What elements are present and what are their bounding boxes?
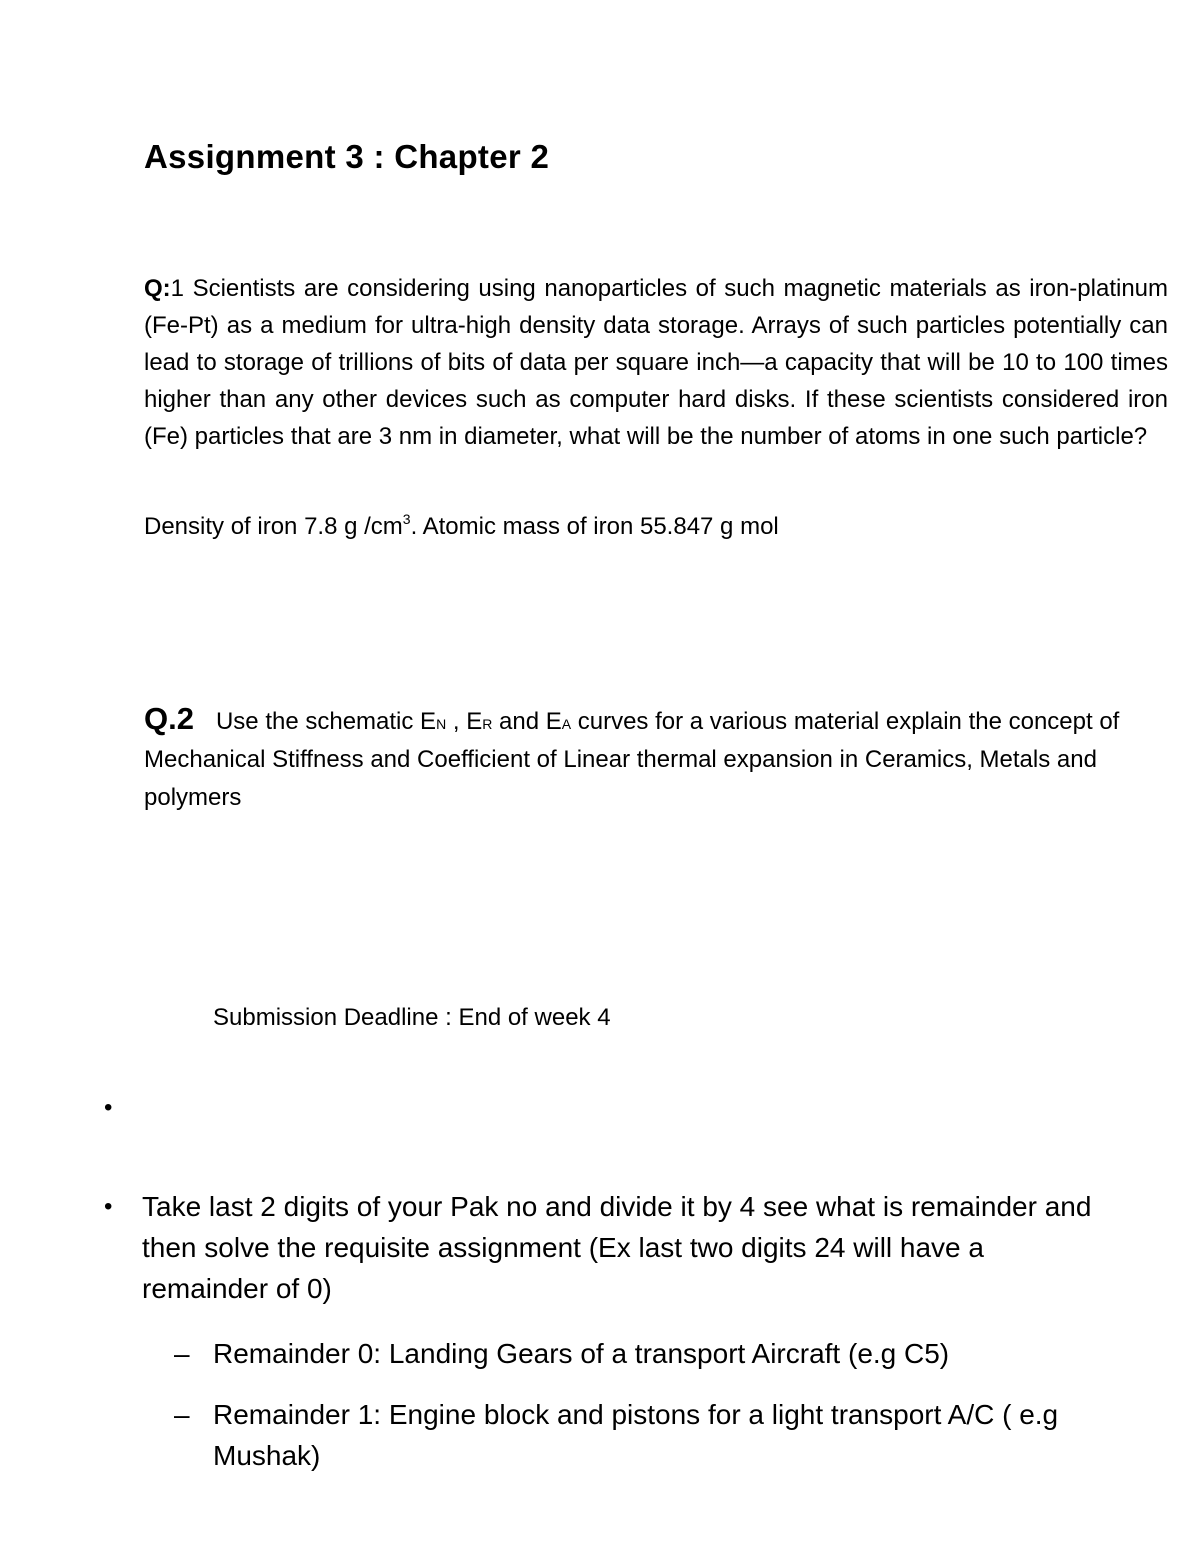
question-2-text-3: and E xyxy=(492,708,562,735)
question-1 xyxy=(144,270,1168,455)
question-2-text-1: Use the schematic E xyxy=(215,708,437,735)
remainder-0-item xyxy=(174,1333,1134,1374)
bullet-icon: • xyxy=(104,1193,113,1220)
atomic-mass-text: . Atomic mass of iron 55.847 g mol xyxy=(410,513,779,540)
density-exponent: 3 xyxy=(402,511,411,527)
remainder-1-item xyxy=(174,1394,1134,1476)
question-1-text: Scientists are considering using nanoparticles of such magnetic materials as iron-platinum (Fe-Pt) as a medium for ultra-high density data storage. Arrays of such particles potentially can lead to storage of trillions of bits of data per square inch—a capacity that will be 10 to 100 times higher than any other devices such as computer hard disks. If these scientists considered iron (Fe) particles that are 3 nm in diameter, what will be the number of atoms in one such particle? xyxy=(144,275,1168,450)
empty-bullet: • xyxy=(104,1094,113,1121)
question-1-number: 1 xyxy=(170,275,185,302)
question-2-text-4: curves for a various material explain the concept of Mechanical Stiffness and Coefficient of Linear thermal expansion in Ceramics, Metals and polymers xyxy=(144,708,1120,811)
question-2-text-2: , E xyxy=(446,708,483,735)
question-2 xyxy=(144,700,1144,817)
instruction-bullet xyxy=(104,1186,1114,1309)
subscript-a: A xyxy=(561,716,572,732)
question-2-label: Q.2 xyxy=(144,701,194,736)
dash-icon: – xyxy=(174,1338,190,1369)
remainder-0-text: Remainder 0: Landing Gears of a transport Aircraft (e.g C5) xyxy=(213,1338,950,1369)
remainder-1-text: Remainder 1: Engine block and pistons for a light transport A/C ( e.g Mushak) xyxy=(213,1399,1059,1471)
subscript-r: R xyxy=(482,716,493,732)
question-1-label: Q: xyxy=(144,275,171,302)
dash-icon: – xyxy=(174,1399,190,1430)
density-text: Density of iron 7.8 g /cm xyxy=(144,513,403,540)
subscript-n: N xyxy=(436,716,447,732)
submission-deadline: Submission Deadline : End of week 4 xyxy=(213,1004,611,1031)
page-title: Assignment 3 : Chapter 2 xyxy=(144,138,550,175)
question-1-constants xyxy=(144,508,779,545)
instruction-text: Take last 2 digits of your Pak no and divide it by 4 see what is remainder and then solve the requisite assignment (Ex last two digits 24 will have a remainder of 0) xyxy=(142,1191,1092,1304)
